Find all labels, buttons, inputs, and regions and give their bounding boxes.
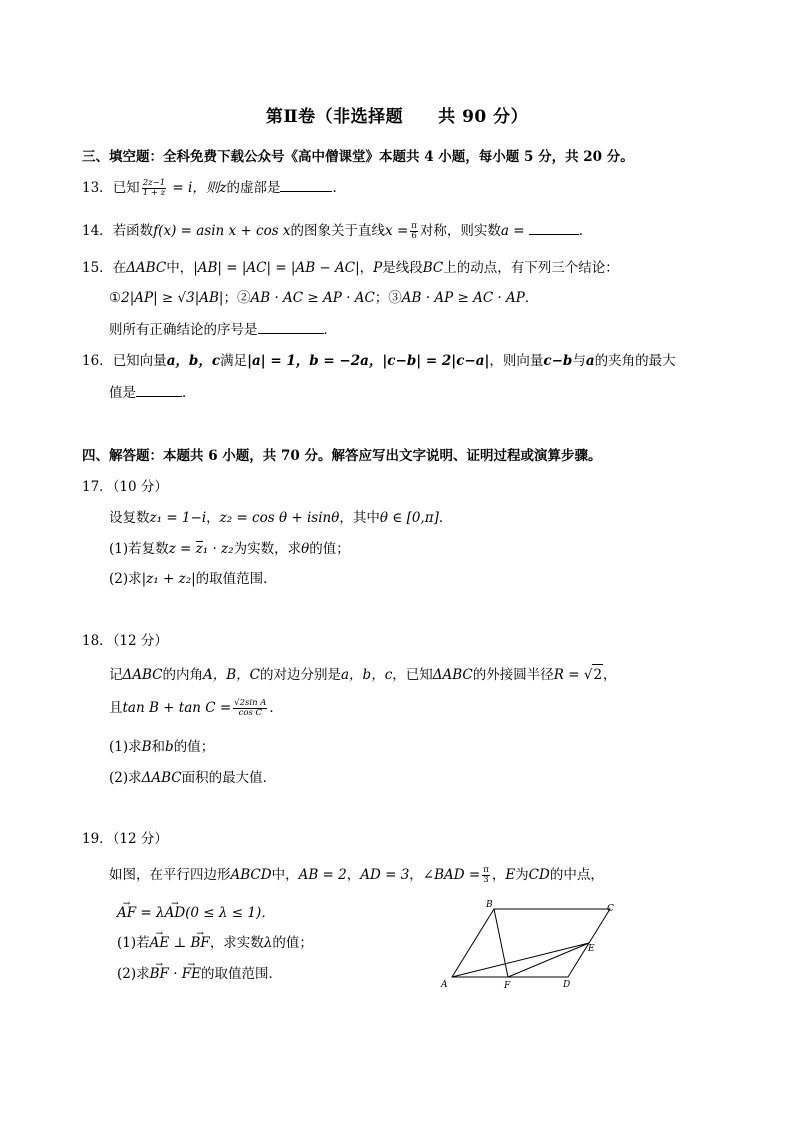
q18-tri: ΔABC — [122, 667, 163, 683]
q14-mid2: 对称，则实数 — [419, 223, 501, 239]
q19-vec-ad: → AD — [165, 903, 186, 923]
q14-function: f(x) = asin x + cos x — [153, 223, 291, 239]
question-19 — [82, 829, 168, 849]
q16-line2 — [109, 383, 196, 403]
q14-a-eq: a = — [500, 223, 525, 239]
q18-l2a: 且 — [109, 700, 123, 716]
q15-p: P — [373, 260, 383, 276]
q18-l2-end: ． — [269, 700, 283, 716]
q18-p2b: 面积的最大值． — [181, 770, 277, 786]
q17-l1b: ， — [206, 510, 220, 526]
q18-p1c: 的值； — [173, 739, 215, 755]
q14-x-eq: x = — [385, 223, 409, 239]
q16-line2-text: 值是 — [109, 385, 136, 401]
question-score: （12 分） — [112, 831, 168, 847]
q19-dot: · — [168, 966, 182, 982]
parallelogram-abcd — [452, 909, 610, 977]
conclusion-2: AB · AC ≥ AP · AC — [250, 290, 375, 306]
frac-num: π — [411, 221, 417, 231]
label-F: F — [504, 981, 511, 991]
q15-end: ． — [323, 322, 337, 338]
q14-mid: 的图象关于直线 — [290, 223, 386, 239]
answer-blank[interactable] — [280, 179, 332, 192]
conclusion-3: AB · AP ≥ AC · AP — [401, 290, 525, 306]
segment-bf — [494, 909, 508, 977]
question-number: 17． — [82, 479, 113, 495]
q18-part-1 — [109, 737, 214, 757]
q18-condition — [109, 698, 283, 718]
q13-suffix: 的虚部是 — [226, 180, 281, 196]
q18-l1c: 的对边分别是 — [260, 667, 341, 683]
q19-l1e: ， — [491, 867, 506, 883]
question-15 — [82, 258, 619, 278]
q16-v1: c−b — [543, 353, 573, 369]
figure-lines — [452, 909, 610, 977]
q17-p2b: 的取值范围． — [195, 571, 277, 587]
frac-num: π — [483, 865, 489, 875]
q17-z2: z₂ = cos θ + isinθ — [219, 510, 340, 526]
q17-part-1 — [109, 539, 350, 559]
section-label: 三、填空题： — [82, 149, 163, 165]
q18-p1a: (1)求 — [109, 739, 142, 755]
q19-l1d: ， — [409, 867, 423, 883]
answer-blank[interactable] — [529, 222, 579, 235]
q18-fraction — [233, 699, 267, 718]
q18-l1a: 记 — [109, 667, 123, 683]
q15-conclusions — [109, 288, 538, 308]
q19-eq: = λ — [136, 905, 165, 921]
q17-stem — [109, 508, 452, 528]
q19-ad: AD = 3 — [360, 867, 410, 883]
q18-l1b: 的内角 — [162, 667, 203, 683]
q18-part-2 — [109, 768, 276, 788]
section-heading-fill-in — [82, 145, 634, 165]
q19-vector-def — [117, 903, 275, 923]
frac-num: 2z−1 — [142, 178, 166, 188]
section-heading-solutions — [82, 444, 601, 464]
q16-l1a: 已知向量 — [112, 353, 167, 369]
q15-l1e: 上的动点，有下列三个结论： — [443, 260, 619, 276]
q19-CD: CD — [528, 867, 550, 883]
q15-bc: BC — [422, 260, 444, 276]
q17-p1a: (1)若复数 — [109, 541, 169, 557]
q17-l1d: ． — [438, 510, 453, 526]
q19-perp: ⊥ — [169, 935, 191, 951]
q19-l1c: ， — [346, 867, 361, 883]
label-C: C — [607, 904, 614, 914]
q19-vec-bf: → BF — [191, 933, 210, 953]
q19-abcd: ABCD — [230, 867, 272, 883]
conclusion-3-label: ；③ — [374, 290, 402, 306]
q19-p1a: (1)若 — [117, 935, 150, 951]
q16-end: ． — [182, 385, 196, 401]
q14-fraction — [410, 222, 418, 241]
frac-den: cos C — [238, 708, 263, 718]
parallelogram-figure — [436, 895, 626, 995]
q15-line3: 则所有正确结论的序号是 — [109, 322, 258, 338]
q15-l1c: ， — [359, 260, 374, 276]
section-instructions: 本题共 6 小题，共 70 分。解答应写出文字说明、证明过程或演算步骤。 — [163, 448, 602, 464]
conclusion-1: 2|AP| ≥ √3|AB| — [121, 290, 224, 306]
q17-p1-sub: ₁ · z₂ — [202, 541, 234, 557]
answer-blank[interactable] — [136, 384, 182, 397]
q13-end: ． — [332, 180, 346, 196]
q15-condition: |AB| = |AC| = |AB − AC| — [193, 260, 360, 276]
frac-den: 1 + z — [142, 188, 166, 198]
q19-range: (0 ≤ λ ≤ 1)． — [185, 905, 275, 921]
q19-vec-bf-2: → BF — [150, 964, 169, 984]
q19-p1b: ，求实数 — [209, 935, 264, 951]
q18-l1f: ， — [603, 667, 617, 683]
q18-stem: 记ΔABC的内角A，B，C的对边分别是a，b，c，已知ΔABC的外接圆半径R = √2， — [109, 664, 617, 685]
q16-l1d: 与 — [572, 353, 586, 369]
q17-range: θ ∈ [0,π] — [379, 510, 439, 526]
q15-ask — [109, 320, 337, 340]
q17-p1-z: z = — [168, 541, 196, 557]
question-number: 19． — [82, 831, 113, 847]
q18-p2-tri: ΔABC — [141, 770, 182, 786]
q16-l1b: 满足 — [220, 353, 248, 369]
q14-prefix: 若函数 — [112, 223, 154, 239]
question-number: 14． — [82, 223, 113, 239]
q18-l2-expr: tan B + tan C = — [122, 700, 232, 716]
q16-vectors: a，b，c — [166, 353, 221, 369]
q18-tri-2: ΔABC — [432, 667, 473, 683]
question-score: （12 分） — [112, 633, 168, 649]
q19-l1g: 的中点， — [549, 867, 604, 883]
q17-theta: θ — [301, 541, 310, 557]
q13-prefix: 已知 — [112, 180, 140, 196]
label-D: D — [563, 980, 571, 990]
q19-l1a: 如图，在平行四边形 — [109, 867, 231, 883]
q18-p1-b: b — [165, 739, 174, 755]
q19-fraction — [482, 866, 490, 885]
question-number: 13． — [82, 180, 113, 196]
q19-p2b: 的取值范围． — [201, 966, 283, 982]
q19-l1b: 中， — [271, 867, 299, 883]
q18-l1e: 的外接圆半径 — [472, 667, 554, 683]
q19-vec-ae: → AE — [150, 933, 170, 953]
q17-p1-bar: z — [195, 541, 203, 557]
q18-p1-B: B — [141, 739, 152, 755]
label-A: A — [441, 980, 448, 990]
label-B: B — [486, 900, 493, 910]
q15-l1d: 是线段 — [382, 260, 423, 276]
q15-triangle: ΔABC — [126, 260, 167, 276]
q19-vec-af: → AF — [117, 903, 136, 923]
q19-vec-fe: → FE — [182, 964, 201, 984]
q18-sides: a，b，c — [341, 667, 393, 683]
q19-l1f: 为 — [515, 867, 529, 883]
question-14 — [82, 221, 592, 241]
q17-p2a: (2)求 — [109, 571, 142, 587]
q18-r: R = — [553, 667, 584, 683]
q17-p1b: 为实数，求 — [233, 541, 302, 557]
q17-part-2 — [109, 569, 277, 589]
section-label: 四、解答题： — [82, 448, 163, 464]
q17-p1c: 的值； — [309, 541, 350, 557]
q19-E: E — [505, 867, 516, 883]
q18-p2a: (2)求 — [109, 770, 142, 786]
q16-condition: |a| = 1，b = −2a，|c−b| = 2|c−a| — [247, 353, 490, 369]
answer-blank[interactable] — [258, 321, 324, 334]
q16-l1c: ，则向量 — [489, 353, 544, 369]
section-title: 第Ⅱ卷（非选择题 共 90 分） — [265, 107, 529, 127]
q13-z: z — [219, 180, 227, 196]
question-17 — [82, 477, 168, 497]
section-instructions: 全科免费下载公众号《高中僧课堂》本题共 4 小题，每小题 5 分，共 20 分。 — [163, 149, 634, 165]
question-number: 18． — [82, 633, 113, 649]
q14-end: ． — [578, 223, 593, 239]
question-number: 16． — [82, 353, 113, 369]
q19-lambda: λ — [263, 935, 273, 951]
q19-ab: AB = 2 — [298, 867, 347, 883]
question-number: 15． — [82, 260, 113, 276]
q17-z1: z₁ = 1−i — [149, 510, 207, 526]
q19-p1c: 的值； — [272, 935, 313, 951]
q19-p2a: (2)求 — [117, 966, 150, 982]
q19-bad: ∠BAD = — [422, 867, 481, 883]
q17-p2-expr: |z₁ + z₂| — [141, 571, 196, 587]
conclusion-end: ． — [524, 290, 539, 306]
q17-l1c: ，其中 — [339, 510, 380, 526]
q15-l1a: 在 — [112, 260, 127, 276]
q18-r-val: 2 — [592, 664, 603, 685]
q15-l1b: 中， — [166, 260, 194, 276]
conclusion-1-label: ① — [109, 290, 122, 306]
frac-den: 3 — [483, 875, 489, 885]
q18-angles: A，B，C — [203, 667, 260, 683]
q19-part-1 — [117, 933, 313, 953]
q13-after-frac: = i，则 — [168, 180, 220, 196]
frac-den: 6 — [411, 231, 417, 241]
question-13 — [82, 178, 346, 198]
question-score: （10 分） — [112, 479, 168, 495]
q19-part-2 — [117, 964, 282, 984]
q16-v2: a — [585, 353, 595, 369]
q18-l1d: ，已知 — [392, 667, 433, 683]
q13-fraction — [142, 179, 166, 198]
conclusion-2-label: ；② — [223, 290, 251, 306]
label-E: E — [588, 944, 595, 954]
q18-p1b: 和 — [151, 739, 166, 755]
q17-l1a: 设复数 — [109, 510, 150, 526]
question-18 — [82, 631, 168, 651]
frac-num: √2sin A — [234, 698, 267, 708]
q19-stem — [109, 865, 604, 885]
q16-l1e: 的夹角的最大 — [594, 353, 676, 369]
question-16 — [82, 351, 676, 371]
